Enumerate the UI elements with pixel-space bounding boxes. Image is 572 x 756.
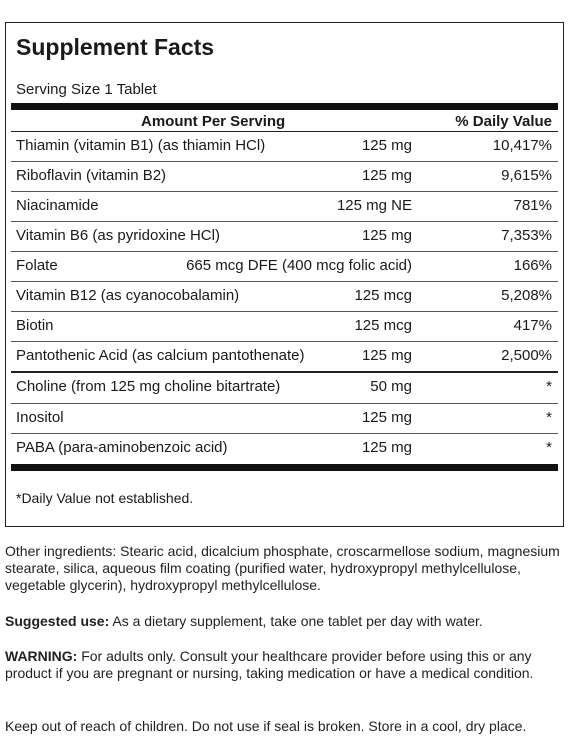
storage-instructions: Keep out of reach of children. Do not use if seal is broken. Store in a cool, dry place.	[5, 718, 527, 734]
nutrient-daily-value: *	[546, 378, 552, 395]
suggested-use	[5, 613, 565, 630]
nutrient-amount: 125 mg	[361, 409, 412, 426]
table-row	[11, 342, 558, 373]
daily-value-footnote: *Daily Value not established.	[16, 490, 194, 506]
nutrient-amount: 665 mcg DFE (400 mcg folic acid)	[186, 257, 412, 274]
nutrient-name: Pantothenic Acid (as calcium pantothenate)	[16, 347, 305, 364]
header-daily-value: % Daily Value	[455, 113, 552, 130]
table-header	[11, 111, 558, 131]
nutrient-daily-value: 166%	[513, 257, 552, 274]
nutrient-name: PABA (para-aminobenzoic acid)	[16, 439, 228, 456]
nutrient-amount: 50 mg	[370, 378, 412, 395]
table-row	[11, 434, 558, 463]
warning-label: WARNING:	[5, 648, 78, 664]
table-row	[11, 222, 558, 252]
nutrient-amount: 125 mcg	[354, 317, 412, 334]
nutrient-daily-value: *	[546, 409, 552, 426]
facts-title: Supplement Facts	[16, 34, 215, 60]
nutrient-daily-value: 781%	[513, 197, 552, 214]
suggested-use-label: Suggested use:	[5, 613, 110, 629]
nutrient-amount: 125 mg NE	[336, 197, 412, 214]
nutrient-name: Riboflavin (vitamin B2)	[16, 167, 167, 184]
table-row	[11, 373, 558, 404]
nutrient-amount: 125 mg	[361, 439, 412, 456]
nutrient-name: Thiamin (vitamin B1) (as thiamin HCl)	[16, 137, 266, 154]
table-row	[11, 162, 558, 192]
suggested-use-text: As a dietary supplement, take one tablet per day with water.	[109, 613, 483, 629]
nutrient-name: Folate	[16, 257, 58, 274]
nutrient-amount: 125 mg	[361, 347, 412, 364]
nutrient-amount: 125 mcg	[354, 287, 412, 304]
supplement-facts-panel	[5, 22, 564, 527]
nutrient-daily-value: 7,353%	[501, 227, 552, 244]
nutrient-rows	[11, 132, 558, 463]
other-ingredients: Other ingredients: Stearic acid, dicalcium phosphate, croscarmellose sodium, magnesium stearate, silica, aqueous film coating (purified water, hydroxypropyl methylcellulose, vegetable glycerin), hydroxypropyl methylcellulose.	[5, 543, 560, 593]
table-row	[11, 312, 558, 342]
nutrient-name: Inositol	[16, 409, 64, 426]
table-row	[11, 132, 558, 162]
table-row	[11, 192, 558, 222]
nutrient-amount: 125 mg	[361, 137, 412, 154]
nutrient-daily-value: 10,417%	[492, 137, 552, 154]
nutrient-amount: 125 mg	[361, 227, 412, 244]
nutrient-daily-value: 417%	[513, 317, 552, 334]
header-amount-per-serving: Amount Per Serving	[141, 113, 286, 130]
warning-text: For adults only. Consult your healthcare provider before using this or any product if you are pregnant or nursing, taking medication or have a medical condition.	[5, 648, 534, 681]
nutrient-daily-value: *	[546, 439, 552, 456]
nutrient-name: Vitamin B6 (as pyridoxine HCl)	[16, 227, 220, 244]
nutrient-daily-value: 5,208%	[501, 287, 552, 304]
table-row	[11, 404, 558, 434]
bottom-thick-rule	[11, 464, 558, 471]
serving-size: Serving Size 1 Tablet	[16, 81, 157, 98]
nutrient-name: Biotin	[16, 317, 54, 334]
nutrient-daily-value: 2,500%	[501, 347, 552, 364]
nutrient-amount: 125 mg	[361, 167, 412, 184]
top-thick-rule	[11, 103, 558, 110]
nutrient-name: Choline (from 125 mg choline bitartrate)	[16, 378, 281, 395]
nutrient-name: Vitamin B12 (as cyanocobalamin)	[16, 287, 240, 304]
table-row	[11, 282, 558, 312]
table-row	[11, 252, 558, 282]
nutrient-name: Niacinamide	[16, 197, 99, 214]
warning	[5, 648, 565, 682]
nutrient-daily-value: 9,615%	[501, 167, 552, 184]
